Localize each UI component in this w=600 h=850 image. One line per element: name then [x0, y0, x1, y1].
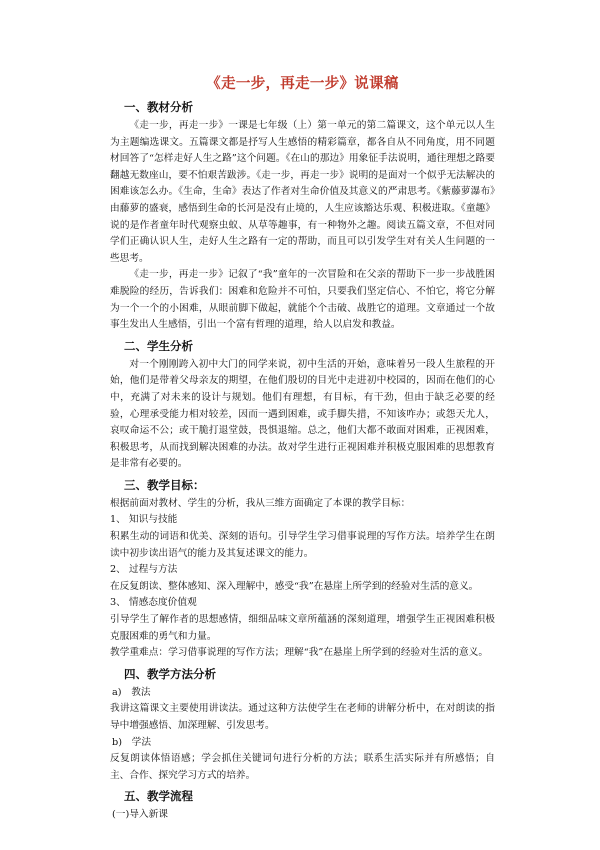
goal-3-label: 3、 情感态度价值观 — [110, 597, 197, 609]
section-heading-teaching-process: 五、教学流程 — [124, 789, 193, 804]
textbook-analysis-paragraph-2: 《走一步，再走一步》记叙了“我”童年的一次冒险和在父亲的帮助下一步一步战胜困难脱险的经历，告诉我们：困难和危险并不可怕，只要我们坚定信心、不怕它，将它分解为一个一个的小困难，从眼前脚下做起，就能个个击破、战胜它的道理。文章通过一个故事生发出人生感悟，引出一个富有哲理的道理，给人以启发和教益。 — [110, 269, 495, 331]
method-a-label: a) 教法 — [112, 686, 151, 698]
student-analysis-paragraph: 对一个刚刚跨入初中大门的同学来说，初中生活的开始，意味着另一段人生旅程的开始，他们是带着父母亲友的期望，在他们殷切的目光中走进初中校园的，因而在他们的心中，充满了对未来的设计与规划。他们有理想，有目标，有干劲，但由于缺乏必要的经验，心理承受能力相对较差，因而一遇到困难，或手脚失措，不知该咋办；或怨天尤人，哀叹命运不公；或干脆打退堂鼓，畏惧退缩。总之，他们大都不敢面对困难，正视困难，积极思考，从而找到解决困难的办法。故对学生进行正视困难并积极克服困难的思想教育是非常有必要的。 — [110, 358, 495, 470]
section-heading-teaching-methods: 四、教学方法分析 — [124, 666, 216, 681]
process-step-1: (一)导入新课 — [112, 809, 168, 821]
teaching-goals-intro: 根据前面对教材、学生的分析，我从三维方面确定了本课的教学目标： — [110, 497, 411, 509]
method-a-text: 我讲这篇课文主要使用讲读法。通过这种方法使学生在老师的讲解分析中，在对朗读的指导中增强感悟、加深理解、引发思考。 — [110, 703, 495, 731]
goal-1-label: 1、 知识与技能 — [110, 514, 178, 526]
goal-3-text: 引导学生了解作者的思想感情，细细品味文章所蕴涵的深刻道理，增强学生正视困难积极克服困难的勇气和力量。 — [110, 614, 495, 642]
document-page — [110, 72, 495, 824]
goal-1-text: 积累生动的词语和优美、深刻的语句。引导学生学习借事说理的写作方法。培养学生在朗读中初步读出语气的能力及其复述课文的能力。 — [110, 531, 495, 559]
method-b-label: b) 学法 — [112, 736, 152, 748]
key-difficulties: 教学重难点：学习借事说理的写作方法；理解“我”在悬崖上所学到的经验对生活的意义。 — [110, 647, 489, 659]
method-b-text: 反复朗读体悟语感；学会抓住关键词句进行分析的方法；联系生活实际并有所感悟；自主、合作、探究学习方式的培养。 — [110, 753, 495, 781]
section-heading-teaching-goals: 三、教学目标： — [124, 477, 205, 492]
goal-2-label: 2、 过程与方法 — [110, 564, 178, 576]
section-heading-student-analysis: 二、学生分析 — [124, 338, 193, 353]
textbook-analysis-paragraph-1: 《走一步，再走一步》一课是七年级（上）第一单元的第二篇课文，这个单元以人生为主题编选课文。五篇课文都是抒写人生感悟的精彩篇章，都各自从不同角度，用不同题材回答了“怎样走好人生之路”这个问题。《在山的那边》用象征手法说明，通往理想之路要翻越无数座山，要不怕艰苦跋涉。《走一步，再走一步》说明的是面对一个似乎无法解决的困难该怎么办。《生命，生命》表达了作者对生命价值及其意义的严肃思考。《紫藤萝瀑布》由藤萝的盛衰，感悟到生命的长河是没有止境的，人生应该豁达乐观、积极进取。《童趣》说的是作者童年时代观察虫蚁、从草等趣事，有一种物外之趣。阅读五篇文章，不但对同学们正确认识人生，走好人生之路有一定的帮助，而且可以引发学生对有关人生问题的一些思考。 — [110, 120, 495, 264]
goal-2-text: 在反复朗读、整体感知、深入理解中，感受“我”在悬崖上所学到的经验对生活的意义。 — [110, 580, 479, 592]
section-heading-textbook-analysis: 一、教材分析 — [124, 100, 193, 114]
document-title: 《走一步，再走一步》说课稿 — [206, 75, 399, 92]
